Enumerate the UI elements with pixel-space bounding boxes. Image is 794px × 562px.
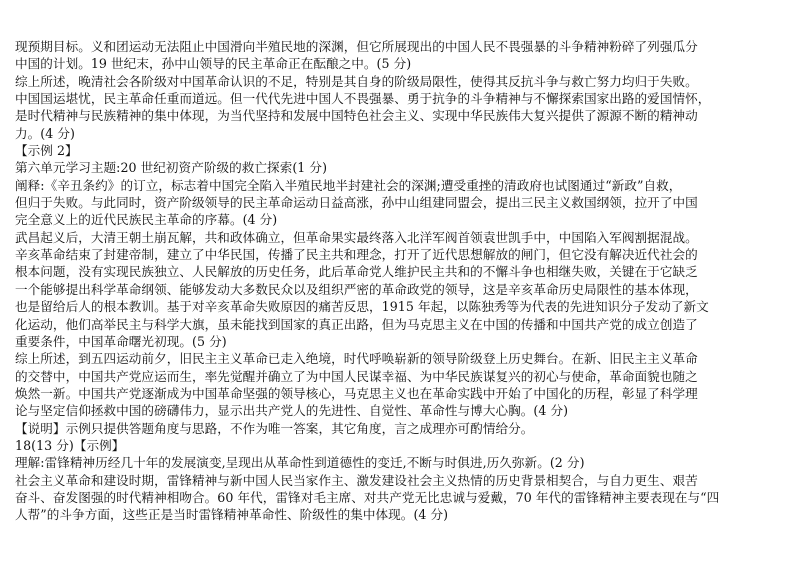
text-line: 的交替中，中国共产党应运而生，率先觉醒并确立了为中国人民谋幸福、为中华民族谋复兴的初心与使命，革命面貌也随之	[15, 368, 698, 384]
paragraph	[15, 420, 780, 437]
text-line: 中国的计划。19 世纪末，孙中山领导的民主革命正在酝酿之中。(5 分)	[15, 56, 412, 72]
text-line: 人帮”的斗争方面，这些正是当时雷锋精神革命性、阶级性的集中体现。(4 分)	[15, 507, 449, 523]
paragraph	[15, 472, 780, 524]
text-line: 综上所述，晚清社会各阶级对中国革命认识的不足，特别是其自身的阶级局限性，使得其反抗斗争与救亡努力均归于失败。	[15, 73, 698, 89]
paragraph	[15, 159, 780, 176]
text-line: 社会主义革命和建设时期，雷锋精神与新中国人民当家作主、激发建设社会主义热情的历史背景相契合，与自力更生、艰苦	[15, 472, 698, 488]
text-line: 论与坚定信仰拯救中国的磅礴伟力，显示出共产党人的先进性、自觉性、革命性与博大心胸。(4 分)	[15, 403, 569, 419]
text-line: 【示例 2】	[15, 143, 78, 159]
text-line: 【说明】示例只提供答题角度与思路，不作为唯一答案，其它角度，言之成理亦可酌情给分。	[15, 420, 534, 436]
text-line: 阐释:《辛丑条约》的订立，标志着中国完全陷入半殖民地半封建社会的深渊;遭受重挫的清政府也试图通过“新政”自救，	[15, 177, 682, 193]
text-line: 重要条件，中国革命曙光初现。(5 分)	[15, 333, 227, 349]
text-line: 化运动，他们高举民主与科学大旗，虽未能找到国家的真正出路，但为马克思主义在中国的传播和中国共产党的成立创造了	[15, 316, 698, 332]
paragraph	[15, 437, 780, 454]
text-line: 中国国运堪忧，民主革命任重而道远。但一代代先进中国人不畏强暴、勇于抗争的斗争精神与不懈探索国家出路的爱国情怀，	[15, 91, 711, 107]
text-line: 焕然一新。中国共产党逐渐成为中国革命坚强的领导核心，马克思主义也在革命实践中开始了中国化的历程，彰显了科学理	[15, 385, 698, 401]
text-line: 武昌起义后，大清王朝土崩瓦解，共和政体确立，但革命果实最终落入北洋军阀首领袁世凯手中，中国陷入军阀割据混战。	[15, 229, 698, 245]
paragraph	[15, 454, 780, 471]
text-line: 一个能够提出科学革命纲领、能够发动大多数民众以及组织严密的革命政党的领导，这是辛亥革命历史局限性的基本体现，	[15, 281, 698, 297]
paragraph	[15, 229, 780, 350]
paragraph	[15, 177, 780, 229]
text-line: 完全意义上的近代民族民主革命的序幕。(4 分)	[15, 212, 278, 228]
text-line: 力。(4 分)	[15, 125, 75, 141]
paragraph	[15, 350, 780, 419]
text-line: 综上所述，到五四运动前夕，旧民主主义革命已走入绝境，时代呼唤崭新的领导阶级登上历史舞台。在新、旧民主主义革命	[15, 351, 698, 367]
text-line: 第六单元学习主题:20 世纪初资产阶级的救亡探索(1 分)	[15, 160, 328, 176]
paragraph	[15, 38, 780, 73]
text-line: 奋斗、奋发图强的时代精神相吻合。60 年代，雷锋对毛主席、对共产党无比忠诚与爱戴，70 年代的雷锋精神主要表现在与“四	[15, 489, 720, 505]
text-line: 但归于失败。与此同时，资产阶级领导的民主革命运动日益高涨，孙中山组建同盟会，提出三民主义救国纲领，拉开了中国	[15, 195, 698, 211]
text-line: 是时代精神与民族精神的集中体现，为当代坚持和发展中国特色社会主义、实现中华民族伟大复兴提供了源源不断的精神动	[15, 108, 698, 124]
paragraph	[15, 73, 780, 142]
text-line: 也是留给后人的根本教训。基于对辛亥革命失败原因的痛苦反思，1915 年起，以陈独秀等为代表的先进知识分子发动了新文	[15, 299, 709, 315]
section-heading	[15, 142, 780, 159]
text-line: 18(13 分)【示例】	[15, 437, 125, 453]
text-line: 现预期目标。义和团运动无法阻止中国滑向半殖民地的深渊，但它所展现出的中国人民不畏强暴的斗争精神粉碎了列强瓜分	[15, 39, 698, 54]
text-line: 理解:雷锋精神历经几十年的发展演变,呈现出从革命性到道德性的变迁,不断与时俱进,历久弥新。(2 分)	[15, 455, 585, 471]
text-line: 辛亥革命结束了封建帝制，建立了中华民国，传播了民主共和理念，打开了近代思想解放的闸门，但它没有解决近代社会的	[15, 247, 698, 263]
text-line: 根本问题，没有实现民族独立、人民解放的历史任务，此后革命党人维护民主共和的不懈斗争也相继失败，关键在于它缺乏	[15, 264, 698, 280]
document-body	[15, 38, 780, 524]
